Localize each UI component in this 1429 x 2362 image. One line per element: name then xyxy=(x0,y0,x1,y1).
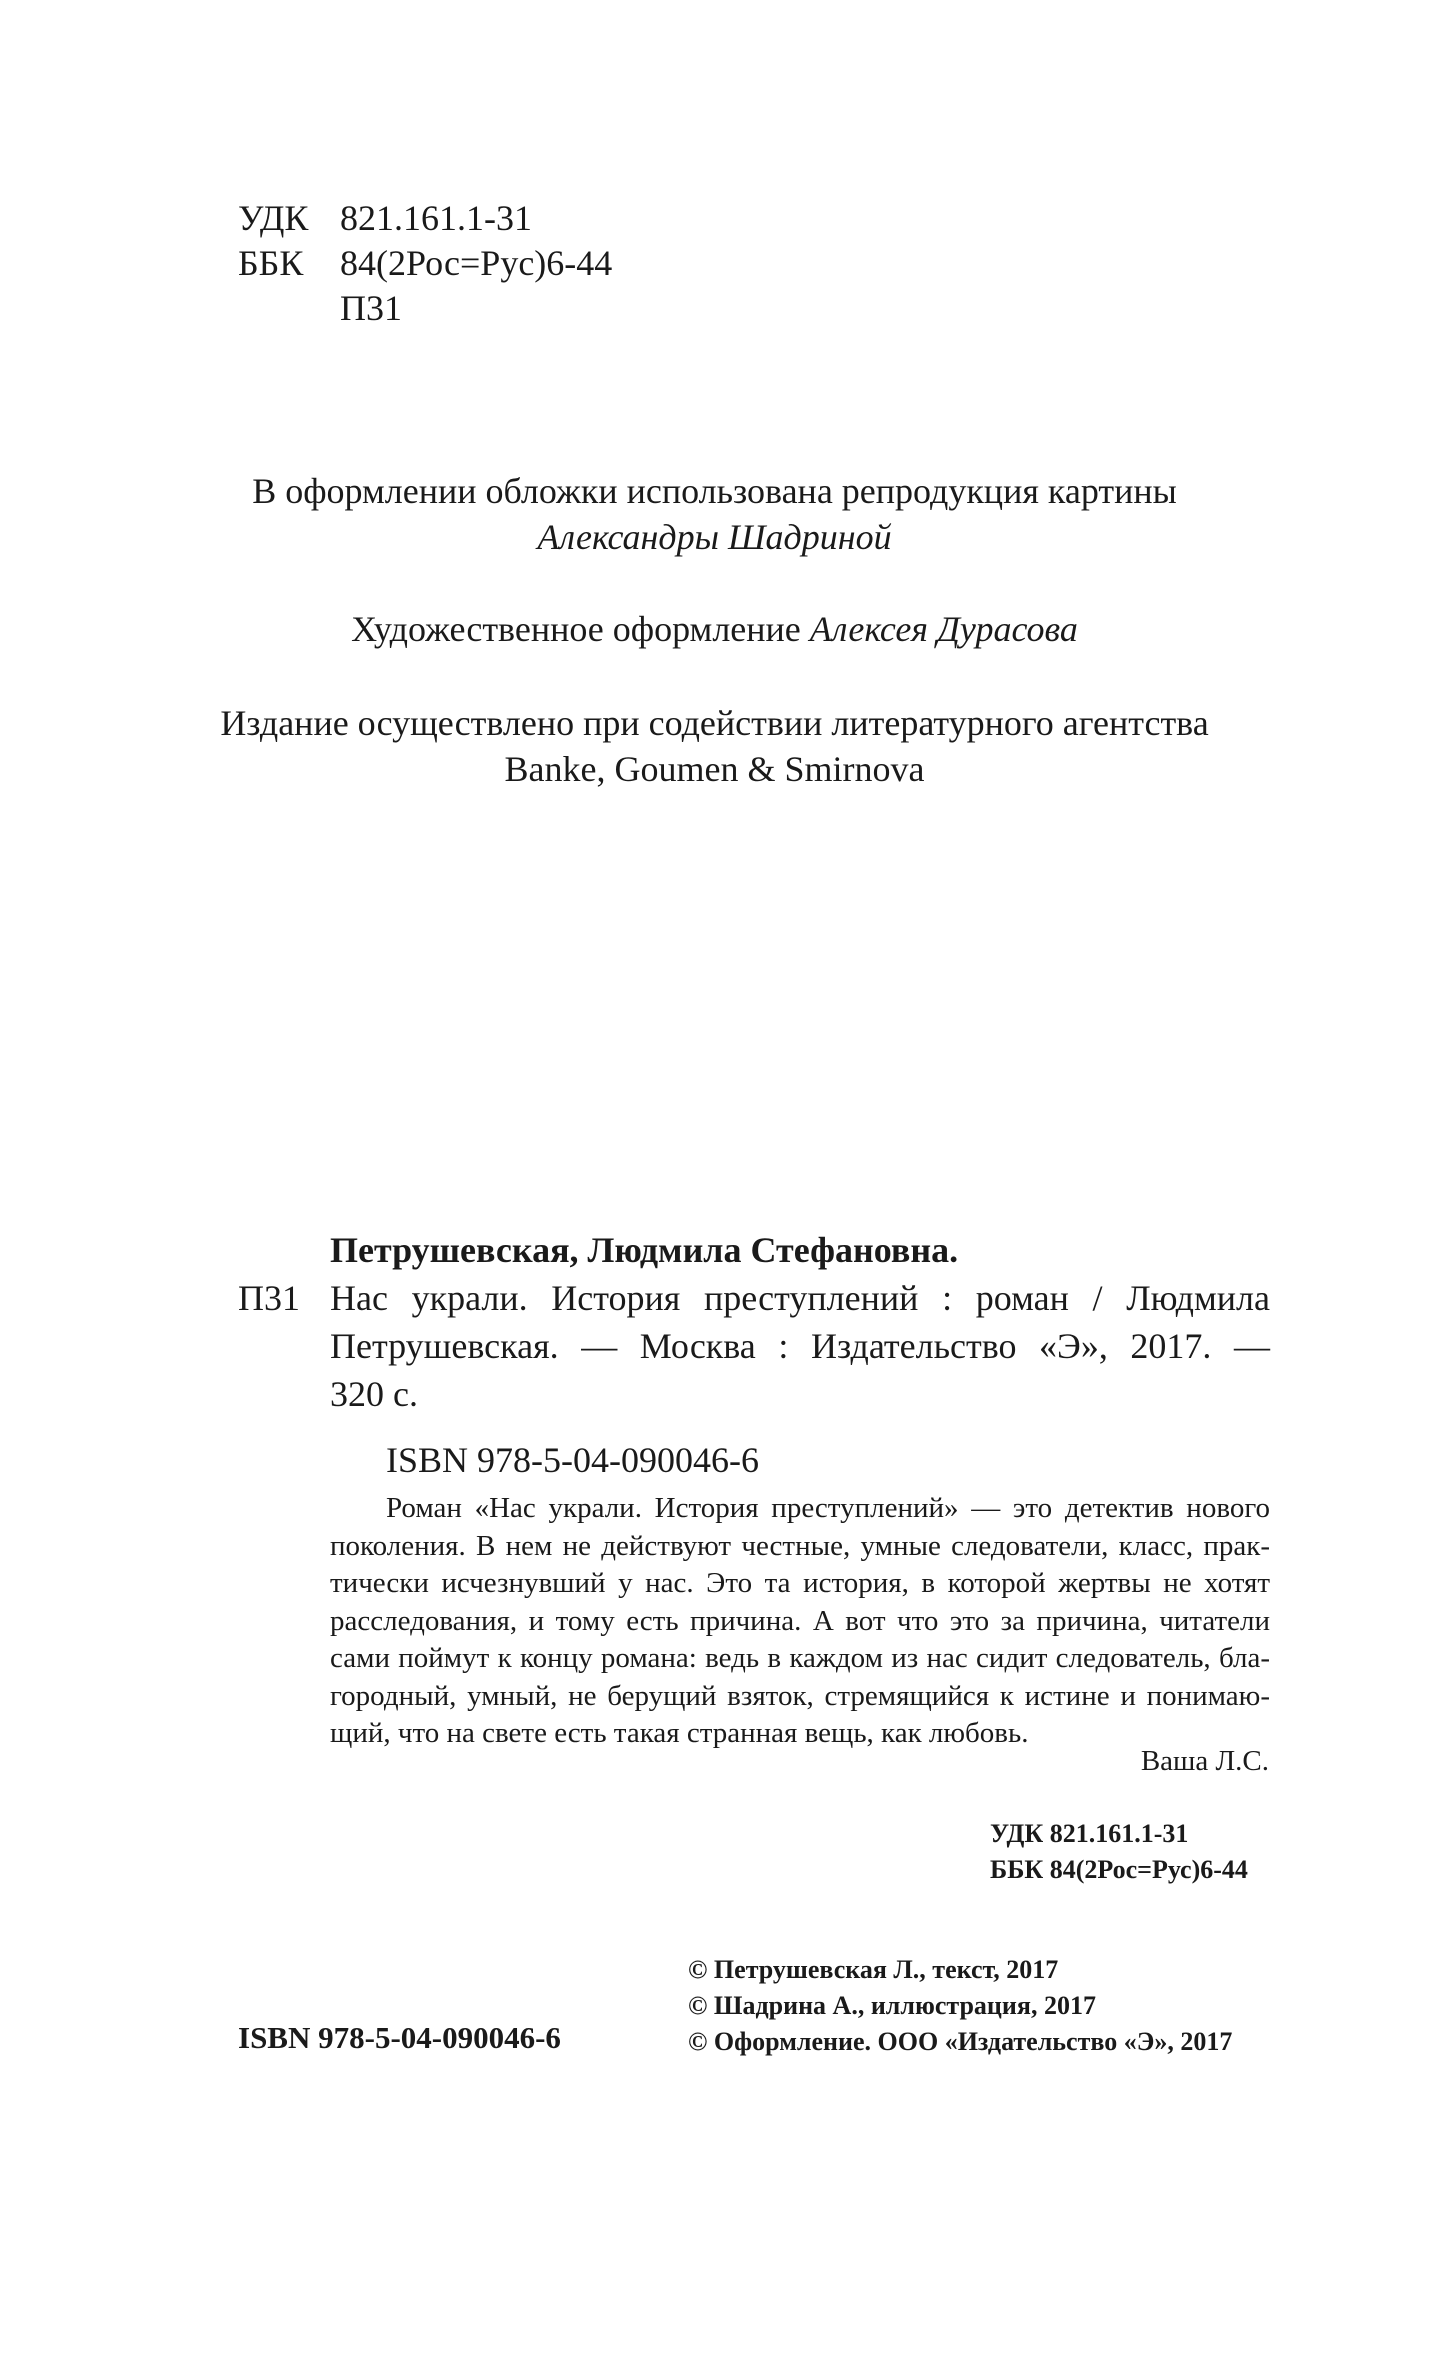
author-mark: П31 xyxy=(340,288,402,328)
agency-credit-line: Издание осуществлено при содействии литературного агентства xyxy=(220,703,1209,743)
annotation-line: расследования, и тому есть причина. А вот что это за причина, читатели xyxy=(330,1604,1270,1637)
copyright-line: © Петрушевская Л., текст, 2017 xyxy=(688,1955,1059,1984)
udk-value: 821.161.1-31 xyxy=(340,198,532,238)
record-line-1: Нас украли. История преступлений : роман / Людмила xyxy=(330,1278,1270,1318)
record-line-3: 320 с. xyxy=(330,1374,418,1414)
record-isbn: ISBN 978-5-04-090046-6 xyxy=(386,1440,759,1480)
footer-isbn: ISBN 978-5-04-090046-6 xyxy=(238,2020,561,2055)
record-line-2: Петрушевская. — Москва : Издательство «Э», 2017. — xyxy=(330,1326,1270,1366)
design-credit xyxy=(0,606,1429,652)
annotation xyxy=(330,1490,1270,1753)
cover-credit-line: В оформлении обложки использована репродукция картины xyxy=(252,471,1177,511)
footer-bbk: ББК 84(2Рос=Рус)6-44 xyxy=(990,1855,1248,1884)
bbk-value: 84(2Рос=Рус)6-44 xyxy=(340,243,613,283)
udk-label: УДК xyxy=(238,198,309,238)
annotation-line: тически исчезнувший у нас. Это та история, в которой жертвы не хотят xyxy=(330,1567,1270,1599)
design-prefix: Художественное оформление xyxy=(351,609,810,649)
annotation-line: щий, что на свете есть такая странная вещь, как любовь. xyxy=(330,1717,1029,1749)
bbk-label: ББК xyxy=(238,243,304,283)
annotation-line: поколения. В нем не действуют честные, умные следователи, класс, прак- xyxy=(330,1529,1270,1562)
annotation-signature: Ваша Л.С. xyxy=(1140,1745,1269,1777)
annotation-line: сами поймут к концу романа: ведь в каждом из нас сидит следователь, бла- xyxy=(330,1642,1270,1674)
design-artist: Алексея Дурасова xyxy=(809,609,1078,649)
record-mark: П31 xyxy=(238,1278,300,1318)
author-heading: Петрушевская, Людмила Стефановна. xyxy=(330,1230,959,1270)
footer-udk: УДК 821.161.1-31 xyxy=(990,1819,1189,1848)
copyright-line: © Оформление. ООО «Издательство «Э», 2017 xyxy=(688,2027,1233,2056)
cover-artist: Александры Шадриной xyxy=(537,517,892,557)
copyright-line: © Шадрина А., иллюстрация, 2017 xyxy=(688,1991,1096,2020)
agency-name: Banke, Goumen & Smirnova xyxy=(504,749,925,789)
classification-block xyxy=(0,196,700,336)
annotation-line: Роман «Нас украли. История преступлений» — это детектив нового xyxy=(386,1492,1270,1524)
annotation-line: городный, умный, не берущий взяток, стремящийся к истине и понимаю- xyxy=(330,1679,1270,1712)
